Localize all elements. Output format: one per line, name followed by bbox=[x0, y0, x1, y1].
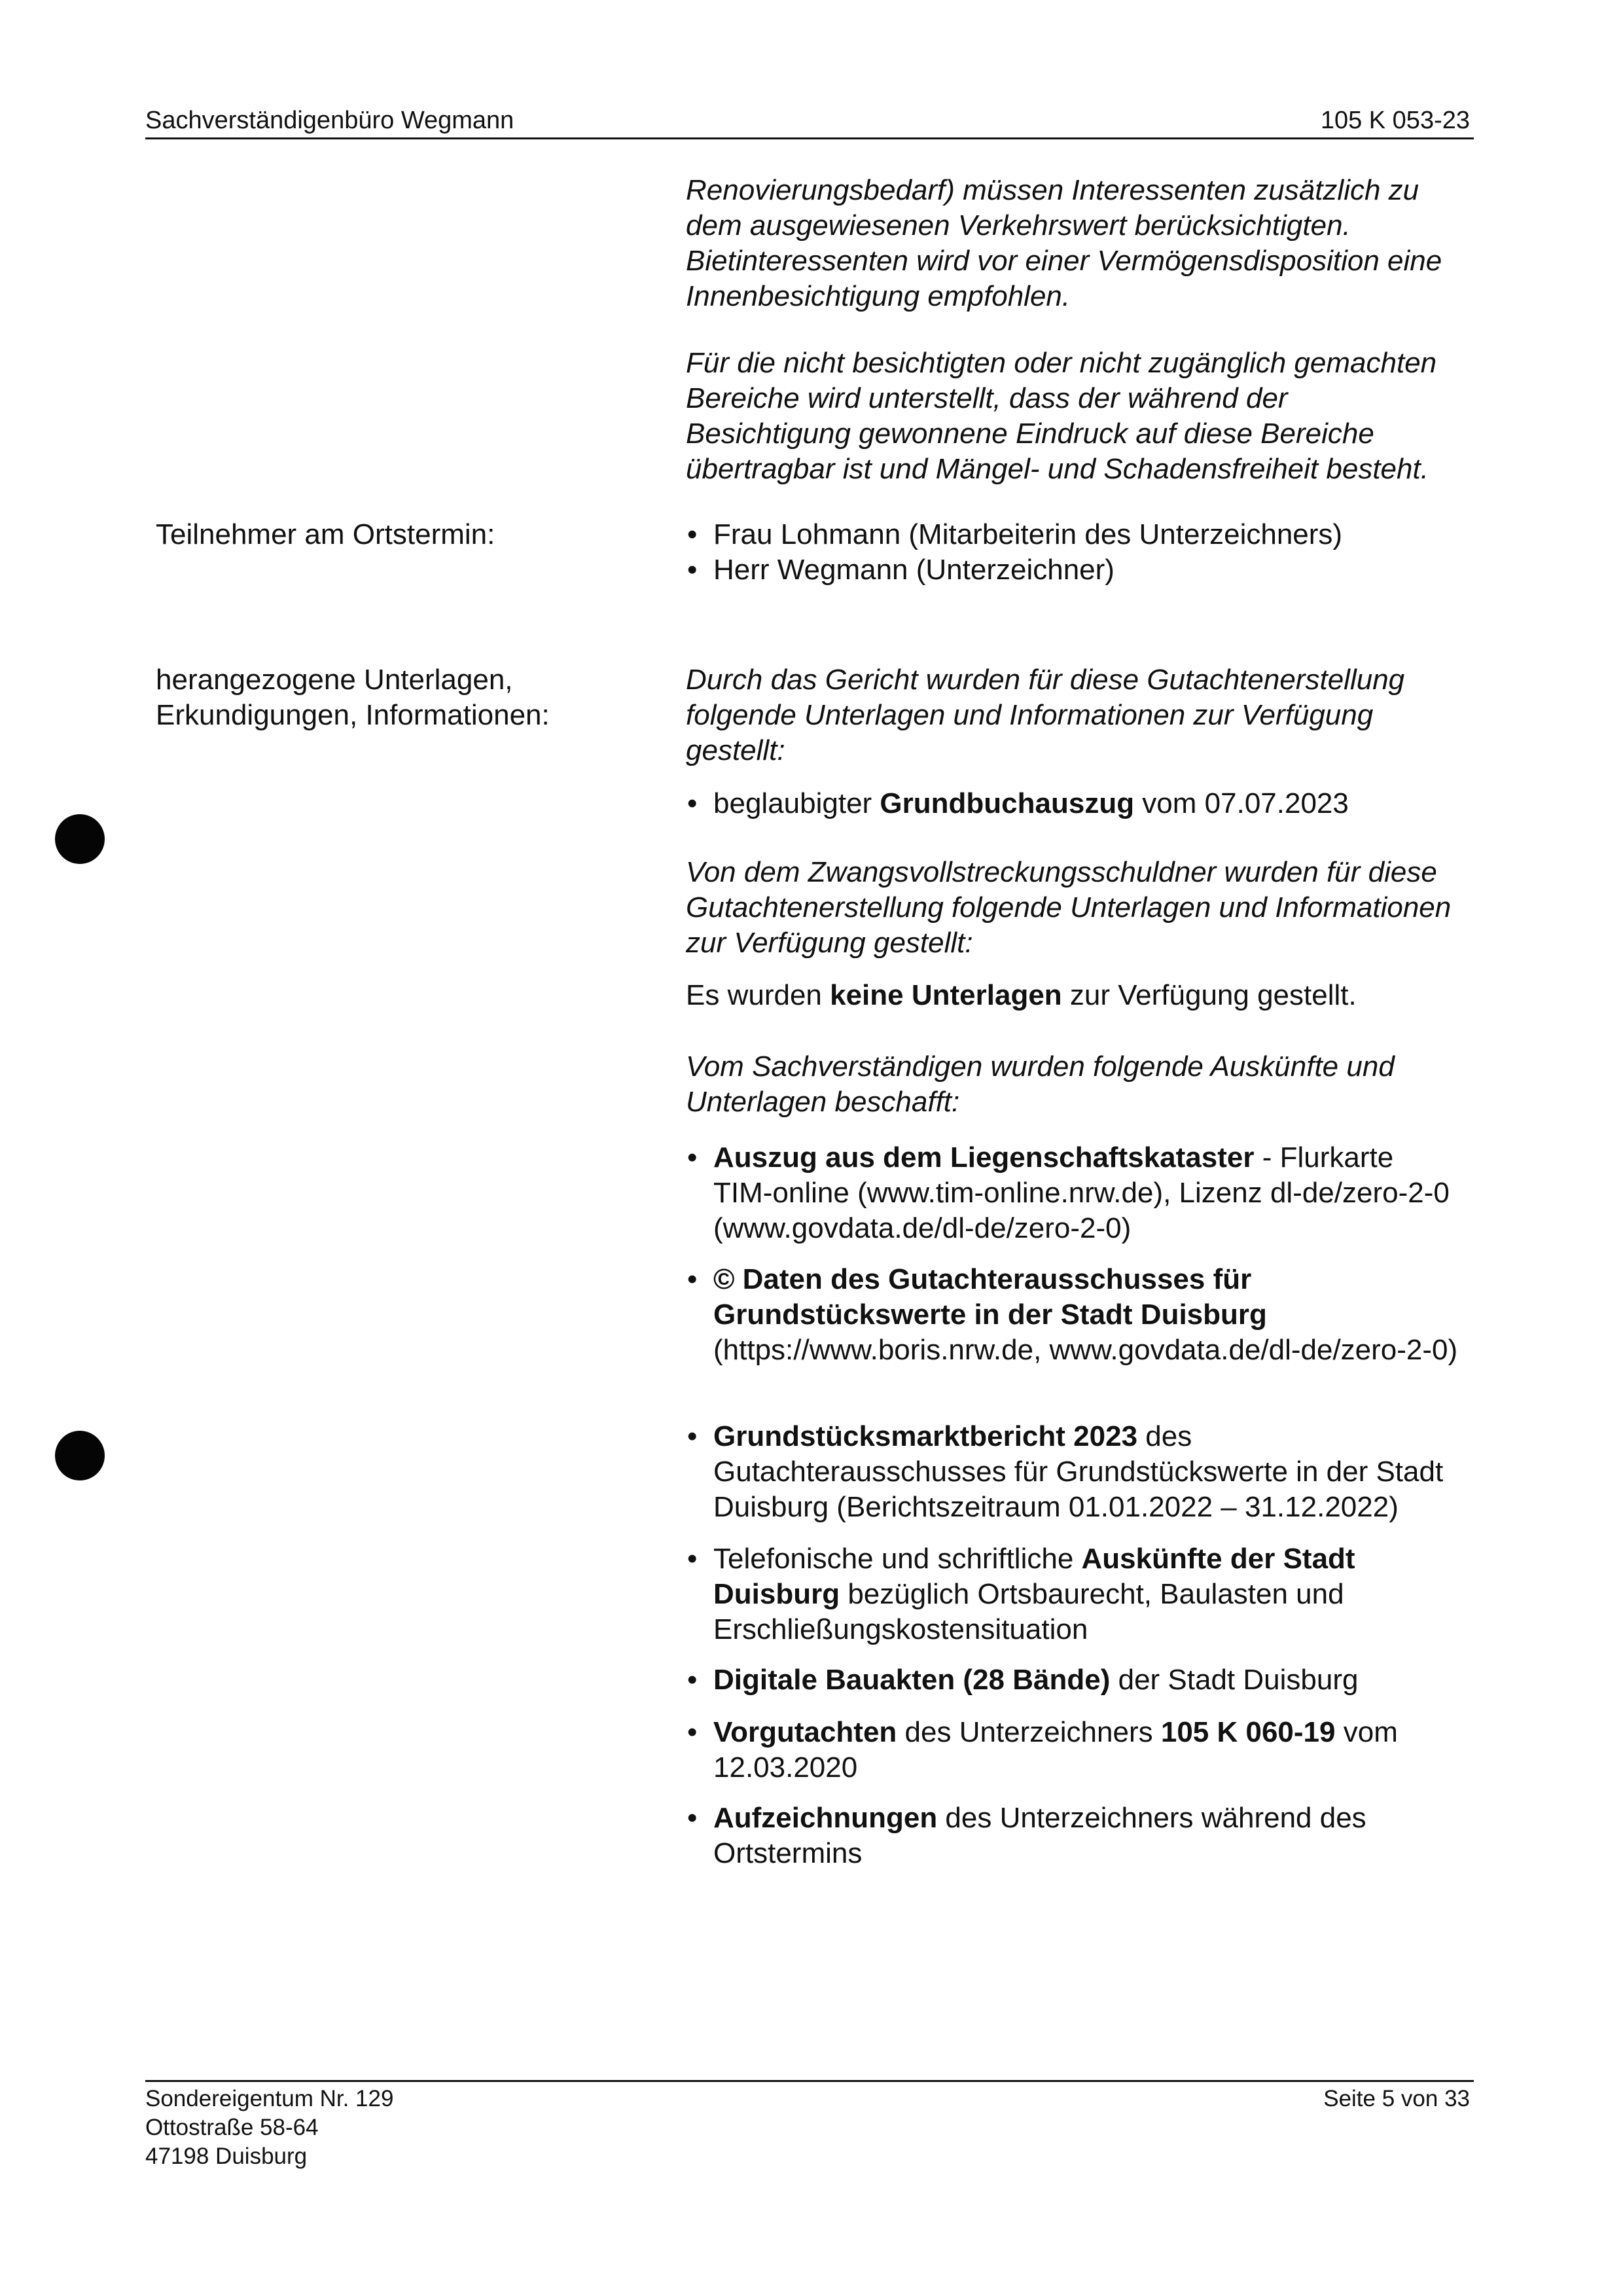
documents-label-line: herangezogene Unterlagen, bbox=[156, 664, 513, 696]
expert-documents-list bbox=[686, 1541, 1458, 1647]
court-documents-list bbox=[686, 786, 1458, 821]
participants-label: Teilnehmer am Ortstermin: bbox=[156, 518, 495, 550]
list-item: • Frau Lohmann (Mitarbeiterin des Unterzeichners) bbox=[686, 517, 1458, 552]
list-item: • beglaubigter Grundbuchauszug vom 07.07.2023 bbox=[686, 786, 1458, 821]
debtor-result: Es wurden keine Unterlagen zur Verfügung gestellt. bbox=[686, 979, 1357, 1011]
expert-documents-list bbox=[686, 1801, 1458, 1871]
intro-paragraph-1: Renovierungsbedarf) müssen Interessenten zusätzlich zu dem ausgewiesenen Verkehrswert berücksichtigten. Bietinteressenten wird vor einer Vermögensdisposition eine Innenbesichtigung empfohlen. bbox=[686, 174, 1442, 312]
office-name: Sachverständigenbüro Wegmann bbox=[145, 107, 514, 134]
list-item: • Vorgutachten des Unterzeichners 105 K 060-19 vom 12.03.2020 bbox=[686, 1715, 1458, 1785]
list-item: • Aufzeichnungen des Unterzeichners während des Ortstermins bbox=[686, 1801, 1458, 1871]
court-intro: Durch das Gericht wurden für diese Gutachtenerstellung folgende Unterlagen und Informationen zur Verfügung gestellt: bbox=[686, 664, 1405, 766]
list-item: • Grundstücksmarktbericht 2023 des Gutachterausschusses für Grundstückswerte in der Stadt Duisburg (Berichtszeitraum 01.01.2022 – 31.12.2022) bbox=[686, 1419, 1458, 1525]
expert-documents-list bbox=[686, 1140, 1458, 1246]
footer-property: Sondereigentum Nr. 129 bbox=[145, 2086, 394, 2111]
expert-documents-list bbox=[686, 1715, 1458, 1785]
footer-street: Ottostraße 58-64 bbox=[145, 2115, 319, 2140]
participants-list bbox=[686, 517, 1458, 588]
list-item: • Digitale Bauakten (28 Bände) der Stadt Duisburg bbox=[686, 1662, 1458, 1698]
expert-documents-list bbox=[686, 1262, 1458, 1368]
expert-documents-list bbox=[686, 1662, 1458, 1698]
expert-intro: Vom Sachverständigen wurden folgende Auskünfte und Unterlagen beschafft: bbox=[686, 1050, 1395, 1118]
intro-paragraph-2: Für die nicht besichtigten oder nicht zugänglich gemachten Bereiche wird unterstellt, dass der während der Besichtigung gewonnene Eindruck auf diese Bereiche übertragbar ist und Mängel- und Schadensfreiheit besteht. bbox=[686, 347, 1437, 485]
page-footer bbox=[145, 2080, 1474, 2171]
punch-hole bbox=[55, 814, 105, 864]
page-number: Seite 5 von 33 bbox=[1323, 2086, 1470, 2111]
list-item: • Herr Wegmann (Unterzeichner) bbox=[686, 552, 1458, 588]
expert-documents-list bbox=[686, 1419, 1458, 1525]
file-number: 105 K 053-23 bbox=[1320, 107, 1470, 134]
page-header bbox=[145, 103, 1474, 139]
documents-label bbox=[156, 662, 550, 733]
debtor-intro: Von dem Zwangsvollstreckungsschuldner wurden für diese Gutachtenerstellung folgende Unterlagen und Informationen zur Verfügung gestellt: bbox=[686, 856, 1452, 959]
punch-hole bbox=[55, 1431, 105, 1480]
list-item: • Auszug aus dem Liegenschaftskataster - Flurkarte TIM-online (www.tim-online.nrw.de), Lizenz dl-de/zero-2-0 (www.govdata.de/dl-de/zero-2-0) bbox=[686, 1140, 1458, 1246]
list-item: • Telefonische und schriftliche Auskünfte der Stadt Duisburg bezüglich Ortsbaurecht, Baulasten und Erschließungskostensituation bbox=[686, 1541, 1458, 1647]
documents-label-line: Erkundigungen, Informationen: bbox=[156, 699, 550, 731]
footer-city: 47198 Duisburg bbox=[145, 2144, 308, 2169]
list-item: • © Daten des Gutachterausschusses für Grundstückswerte in der Stadt Duisburg (https://www.boris.nrw.de, www.govdata.de/dl-de/zero-2-0) bbox=[686, 1262, 1458, 1368]
